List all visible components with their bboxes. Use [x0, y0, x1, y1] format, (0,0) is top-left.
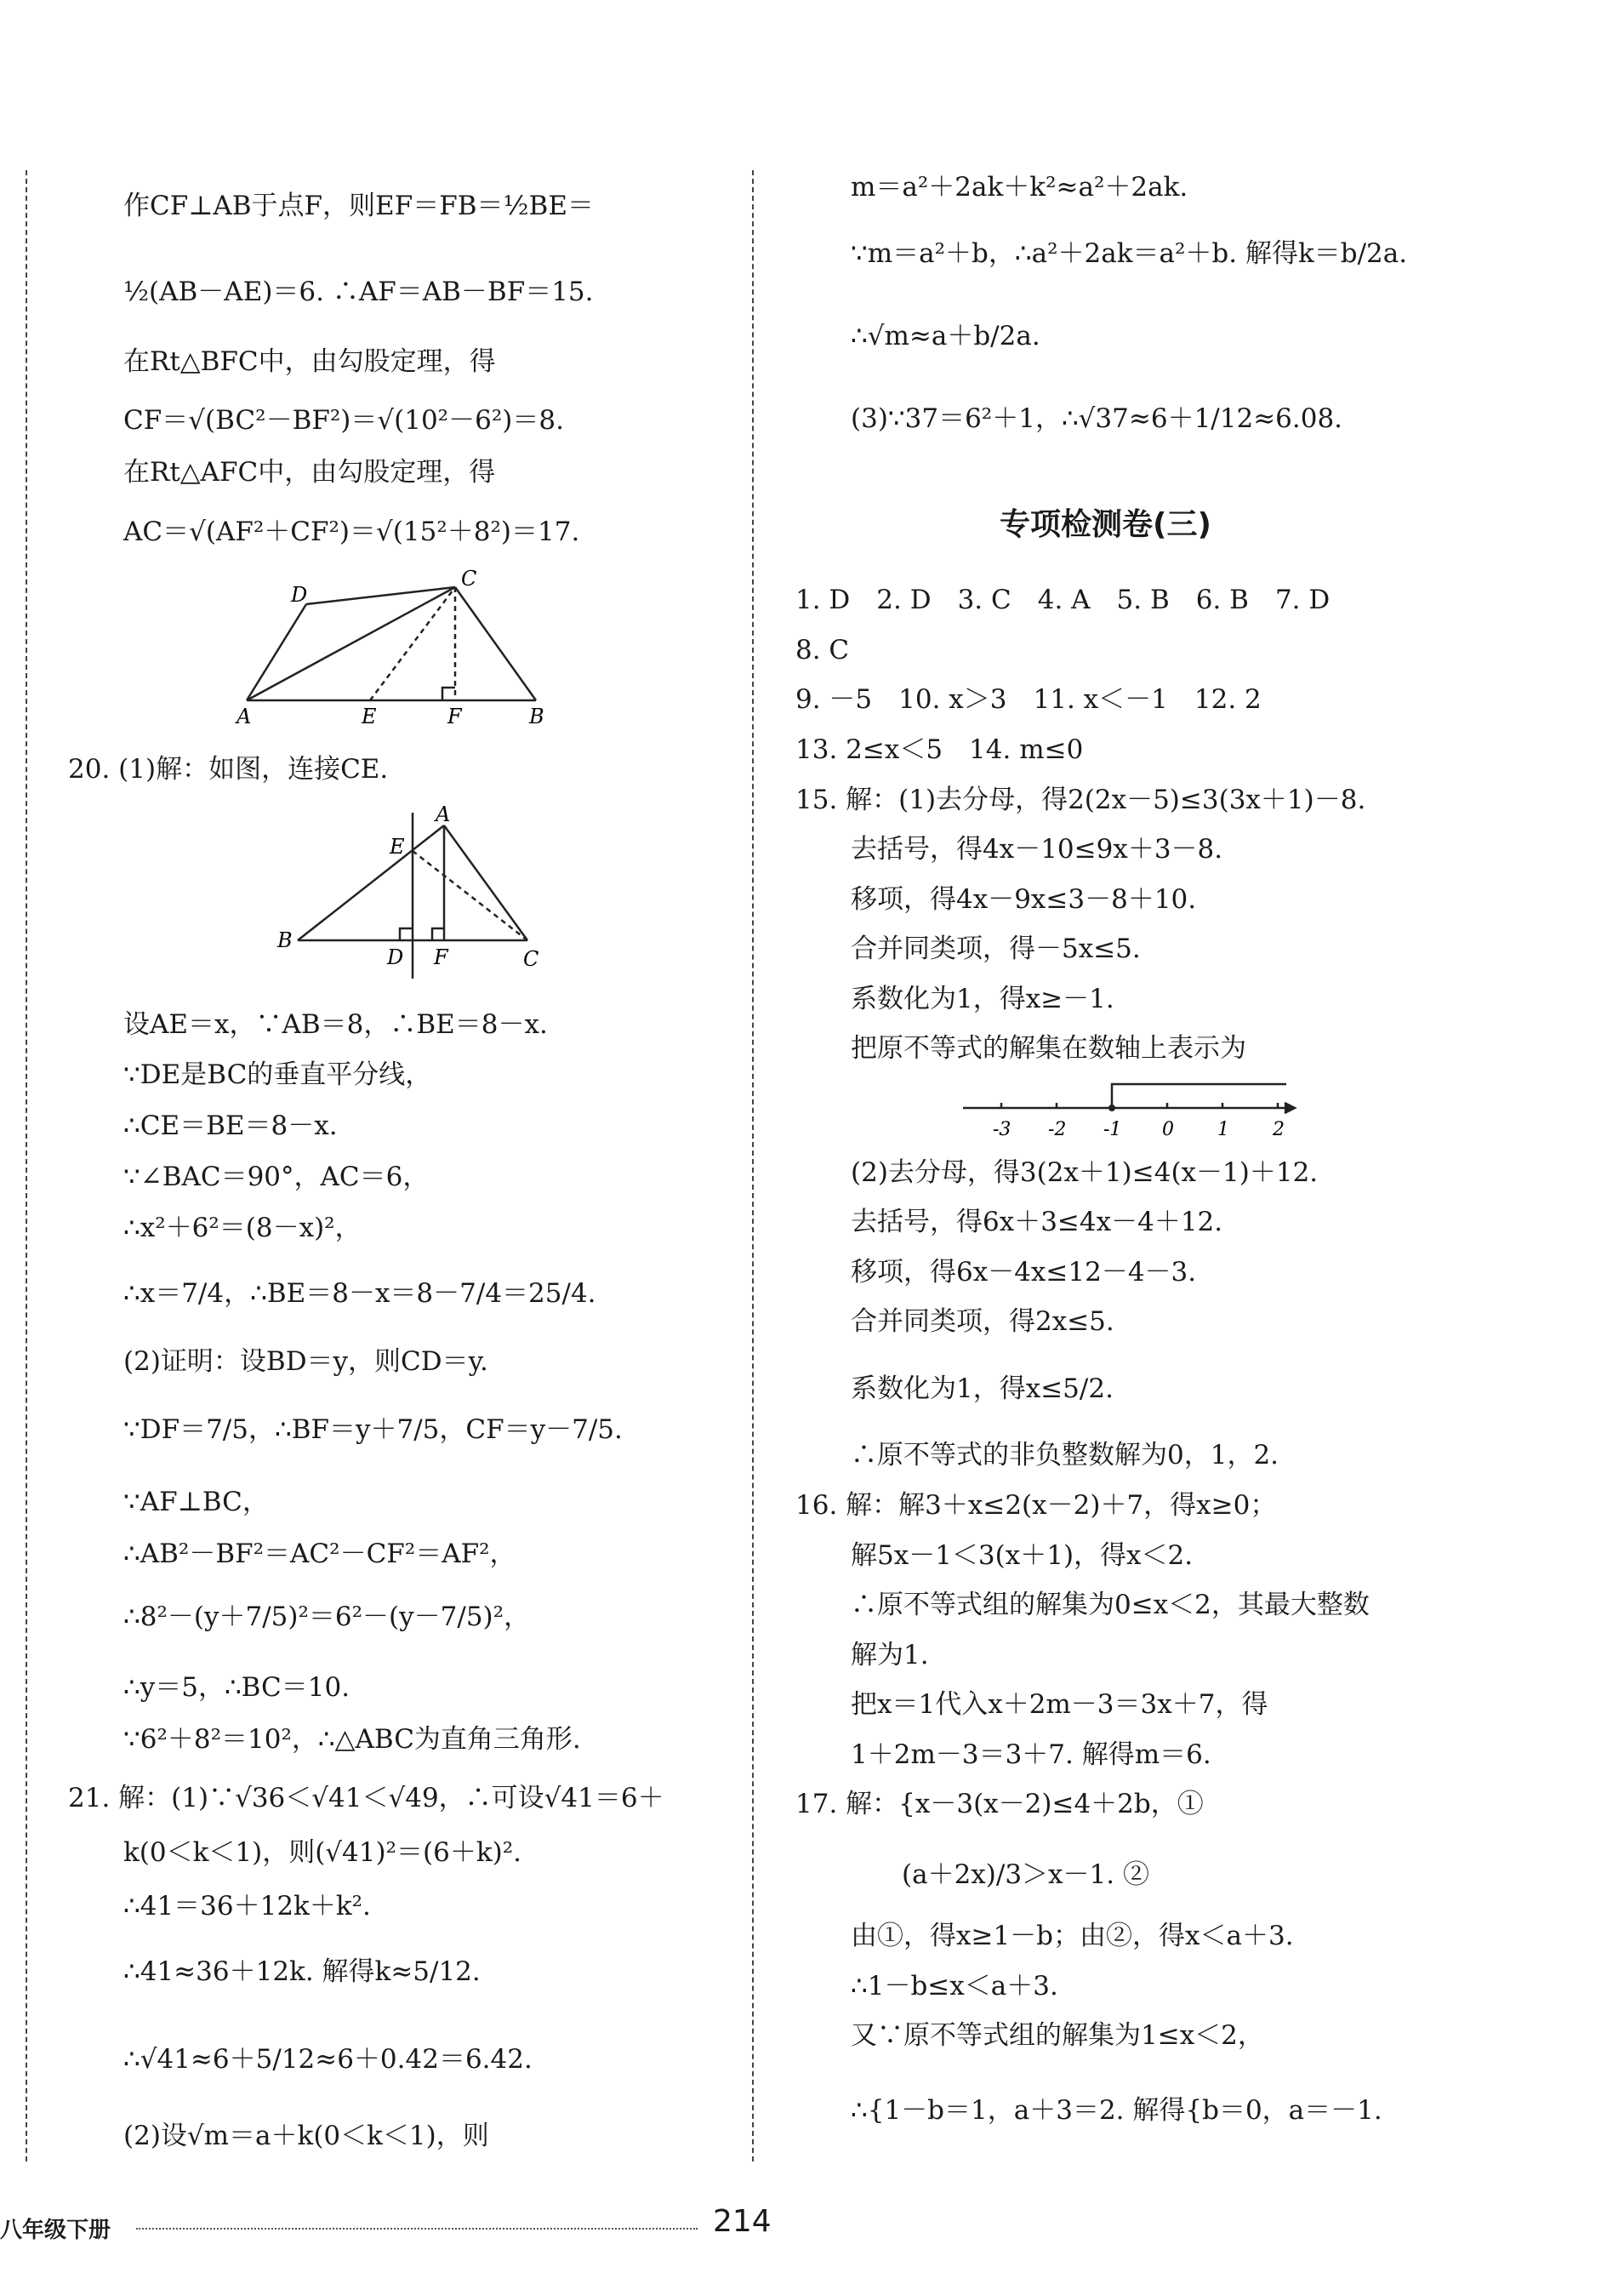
text-line: 8. C	[795, 635, 850, 665]
text-line: ∵DF＝7/5，∴BF＝y＋7/5，CF＝y－7/5.	[123, 1414, 623, 1445]
page-number: 214	[713, 2204, 772, 2239]
triangle-figure	[272, 796, 553, 983]
text-line: 1. D 2. D 3. C 4. A 5. B 6. B 7. D	[795, 585, 1331, 615]
text-line: ∴{1－b＝1，a＋3＝2. 解得{b＝0，a＝－1.	[851, 2095, 1382, 2126]
figure-label: D	[387, 945, 404, 969]
tick-label: -3	[993, 1119, 1011, 1140]
text-line: ∴8²－(y＋7/5)²＝6²－(y－7/5)²，	[123, 1602, 531, 1632]
text-line: 把原不等式的解集在数轴上表示为	[851, 1033, 1246, 1064]
figure-label: F	[447, 705, 462, 728]
tick-label: 0	[1162, 1119, 1174, 1140]
text-line: (2)去分母，得3(2x＋1)≤4(x－1)＋12.	[851, 1157, 1319, 1188]
text-line: ∵∠BAC＝90°，AC＝6，	[123, 1162, 430, 1192]
text-line: m＝a²＋2ak＋k²≈a²＋2ak.	[851, 172, 1188, 203]
text-line: 解5x－1＜3(x＋1)，得x＜2.	[851, 1540, 1194, 1571]
figure-label: E	[362, 705, 377, 728]
figure-label: A	[436, 802, 451, 826]
text-line: ∴x²＋6²＝(8－x)²，	[123, 1213, 362, 1243]
section-heading: 专项检测卷(三)	[1000, 507, 1211, 542]
text-line: ∴CE＝BE＝8－x.	[123, 1111, 338, 1141]
text-line: AC＝√(AF²＋CF²)＝√(15²＋8²)＝17.	[123, 517, 580, 547]
figure-label: C	[461, 567, 477, 591]
tick-label: -1	[1103, 1119, 1122, 1140]
text-line: ∵DE是BC的垂直平分线，	[123, 1059, 432, 1090]
tick-label: -2	[1048, 1119, 1067, 1140]
text-line: ∵m＝a²＋b，∴a²＋2ak＝a²＋b. 解得k＝b/2a.	[851, 238, 1408, 269]
text-line: ∴√41≈6＋5/12≈6＋0.42＝6.42.	[123, 2044, 533, 2075]
text-line: CF＝√(BC²－BF²)＝√(10²－6²)＝8.	[123, 405, 564, 436]
text-line: ∴y＝5，∴BC＝10.	[123, 1672, 350, 1703]
text-line: ∴x＝7/4，∴BE＝8－x＝8－7/4＝25/4.	[123, 1278, 596, 1309]
text-line: 合并同类项，得2x≤5.	[851, 1306, 1114, 1337]
left-margin-rule	[26, 170, 27, 2161]
figure-label: A	[236, 705, 252, 728]
figure-label: B	[277, 928, 293, 952]
text-line: 把x＝1代入x＋2m－3＝3x＋7，得	[851, 1689, 1268, 1720]
text-line: (a＋2x)/3＞x－1. ②	[902, 1859, 1149, 1890]
figure-label: E	[390, 835, 405, 859]
text-line: ½(AB－AE)＝6. ∴AF＝AB－BF＝15.	[123, 277, 594, 307]
text-line: 去括号，得6x＋3≤4x－4＋12.	[851, 1207, 1223, 1237]
tick-label: 1	[1217, 1119, 1229, 1140]
text-line: 移项，得6x－4x≤12－4－3.	[851, 1257, 1197, 1288]
text-line: 1＋2m－3＝3＋7. 解得m＝6.	[851, 1739, 1211, 1770]
text-line: 移项，得4x－9x≤3－8＋10.	[851, 884, 1197, 915]
text-line: 13. 2≤x＜5 14. m≤0	[795, 734, 1084, 765]
text-line: 21. 解：(1)∵√36＜√41＜√49，∴可设√41＝6＋	[68, 1783, 664, 1813]
figure-label: F	[434, 945, 448, 969]
text-line: 20. (1)解：如图，连接CE.	[68, 754, 389, 785]
text-line: ∴1－b≤x＜a＋3.	[851, 1971, 1058, 2001]
text-line: ∴原不等式的非负整数解为0，1，2.	[851, 1440, 1279, 1470]
text-line: ∵AF⊥BC，	[123, 1487, 269, 1517]
text-line: ∴原不等式组的解集为0≤x＜2，其最大整数	[851, 1590, 1370, 1620]
text-line: 去括号，得4x－10≤9x＋3－8.	[851, 834, 1223, 865]
text-line: 作CF⊥AB于点F，则EF＝FB＝½BE＝	[123, 191, 594, 221]
text-line: ∵6²＋8²＝10²，∴△ABC为直角三角形.	[123, 1724, 581, 1755]
grade-label: 八年级下册	[0, 2218, 111, 2243]
footer-dotted-rule	[136, 2228, 698, 2230]
text-line: (2)设√m＝a＋k(0＜k＜1)，则	[123, 2121, 489, 2151]
text-line: 17. 解：{x－3(x－2)≤4＋2b，①	[795, 1789, 1204, 1819]
figure-label: D	[291, 583, 308, 607]
tick-label: 2	[1273, 1119, 1285, 1140]
text-line: 在Rt△AFC中，由勾股定理，得	[123, 457, 496, 488]
figure-label: B	[529, 705, 544, 728]
text-line: (3)∵37＝6²＋1，∴√37≈6＋1/12≈6.08.	[851, 403, 1343, 434]
text-line: 系数化为1，得x≥－1.	[851, 984, 1114, 1014]
number-line	[953, 1074, 1310, 1142]
text-line: 设AE＝x，∵AB＝8，∴BE＝8－x.	[123, 1009, 548, 1040]
text-line: 合并同类项，得－5x≤5.	[851, 934, 1141, 964]
text-line: 16. 解：解3＋x≤2(x－2)＋7，得x≥0；	[795, 1490, 1277, 1521]
text-line: ∴AB²－BF²＝AC²－CF²＝AF²，	[123, 1539, 516, 1569]
text-line: 在Rt△BFC中，由勾股定理，得	[123, 346, 496, 377]
figure-label: C	[523, 947, 539, 971]
text-line: 解为1.	[851, 1640, 929, 1670]
text-line: 由①，得x≥1－b；由②，得x＜a＋3.	[851, 1921, 1294, 1951]
text-line: 又∵原不等式组的解集为1≤x＜2，	[851, 2020, 1264, 2051]
text-line: ∴41＝36＋12k＋k².	[123, 1891, 371, 1921]
text-line: 9. －5 10. x＞3 11. x＜－1 12. 2	[795, 684, 1262, 715]
trapezoid-figure	[230, 562, 553, 732]
text-line: ∴√m≈a＋b/2a.	[851, 321, 1040, 351]
text-line: ∴41≈36＋12k. 解得k≈5/12.	[123, 1956, 481, 1987]
text-line: (2)证明：设BD＝y，则CD＝y.	[123, 1346, 488, 1377]
text-line: k(0＜k＜1)，则(√41)²＝(6＋k)².	[123, 1837, 521, 1868]
center-divider-rule	[752, 170, 754, 2161]
text-line: 系数化为1，得x≤5/2.	[851, 1373, 1114, 1404]
text-line: 15. 解：(1)去分母，得2(2x－5)≤3(3x＋1)－8.	[795, 785, 1366, 815]
